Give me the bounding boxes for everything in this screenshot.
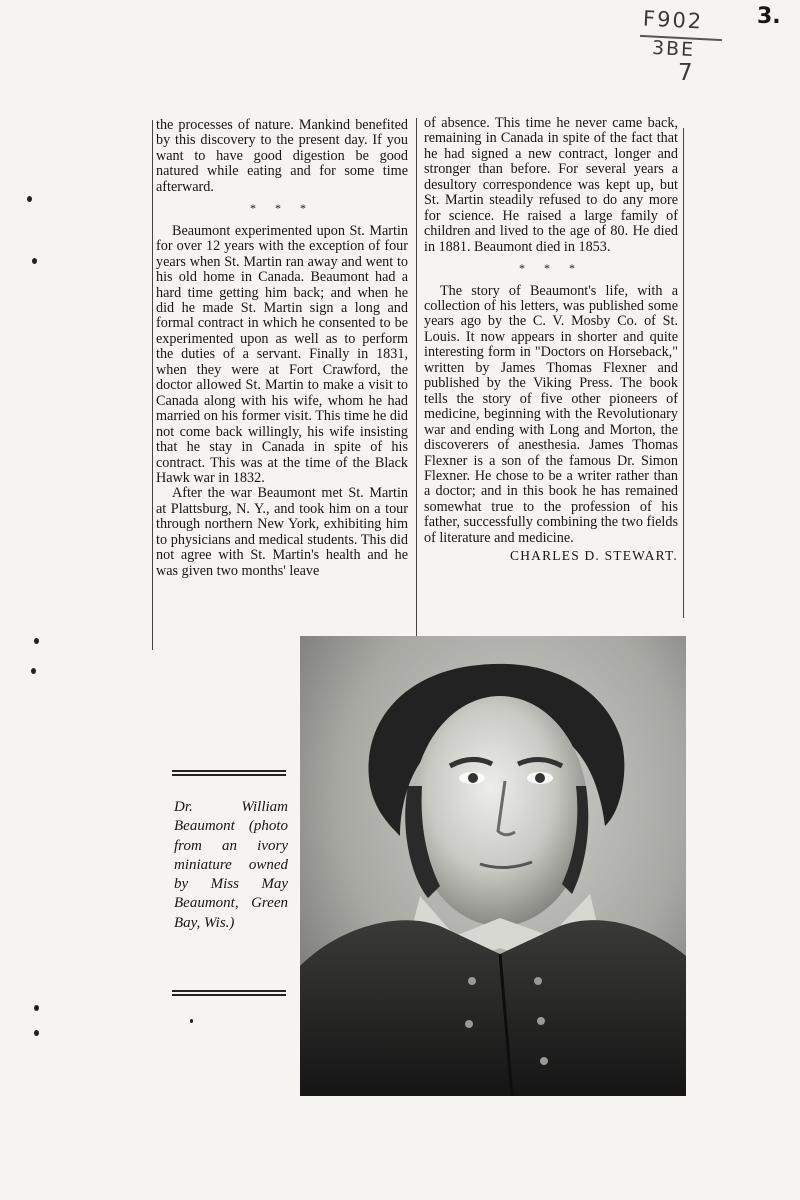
section-separator: * * *: [250, 201, 314, 216]
page-number: 3.: [757, 4, 781, 29]
paragraph-1: the processes of nature. Mankind benefited by this discovery to the present day. If you want to have good digestion be good natured while eating and for some time afterward.: [156, 117, 408, 195]
paragraph-5: The story of Beaumont's life, with a collection of his letters, was published some years ago by the C. V. Mosby Co. of St. Louis. It now appears in shorter and quite interesting form in "Doctors on Horseback," written by James Thomas Flexner and published by the Viking Press. The book tells the story of five other pioneers of medicine, beginning with the Revolutionary war and ending with Long and Morton, the discoverers of anesthesia. James Thomas Flexner is a son of the famous Dr. Simon Flexner. He chose to be a writer rather than a doctor; and in this book he has remained somewhat true to the profession of his father, successfully combining the two fields of literature and medicine.: [424, 282, 678, 546]
margin-speck: [190, 1019, 193, 1023]
margin-speck: [31, 668, 36, 674]
article-left-column: [156, 118, 408, 579]
caption-top-rule: [172, 770, 286, 778]
section-separator: * * *: [519, 261, 583, 276]
right-column-rule: [683, 128, 684, 618]
paragraph-4: of absence. This time he never came back, remaining in Canada in spite of the fact that he had signed a new contract, longer and stronger than before. For several years a desultory correspondence was kept up, but St. Martin steadily refused to do any more for science. He raised a large family of children and lived to the age of 80. He died in 1881. Beaumont died in 1853.: [424, 115, 678, 255]
paragraph-2: Beaumont experimented upon St. Martin for over 12 years with the exception of four years when St. Martin ran away and went to his old home in Canada. Beaumont had a hard time getting him back; and when he did he made St. Martin sign a long and formal contract in which he consented to be experimented upon as well as to perform the duties of a servant. Finally in 1831, when they were at Fort Crawford, the doctor allowed St. Martin to make a visit to Canada along with his wife, whom he had married on his former visit. This time he did not come back willingly, his wife insisting that he stay in Canada in spite of his contract. This was at the time of the Black Hawk war in 1832.: [156, 222, 408, 486]
margin-speck: [34, 1030, 39, 1036]
handwritten-note-2: 3BE: [651, 36, 696, 62]
paragraph-3: After the war Beaumont met St. Martin at Plattsburg, N. Y., and took him on a tour through northern New York, exhibiting him to physicians and medical students. This did not agree with St. Martin's health and he was given two months' leave: [156, 485, 408, 579]
photo-caption: Dr. William Beaumont (photo from an ivory miniature owned by Miss May Beaumont, Green Bay, Wis.): [174, 799, 288, 931]
author-signature: CHARLES D. STEWART.: [510, 548, 678, 564]
margin-speck: [27, 196, 32, 202]
handwritten-note-1: F902: [642, 6, 704, 34]
portrait-photo: [300, 636, 686, 1096]
margin-speck: [34, 1005, 39, 1011]
column-divider-rule: [416, 118, 417, 640]
margin-speck: [32, 258, 37, 264]
handwritten-note-3: 7: [678, 60, 693, 86]
left-column-rule: [152, 120, 153, 650]
caption-bottom-rule: [172, 990, 286, 998]
article-right-column: [424, 116, 678, 564]
margin-speck: [34, 638, 39, 644]
